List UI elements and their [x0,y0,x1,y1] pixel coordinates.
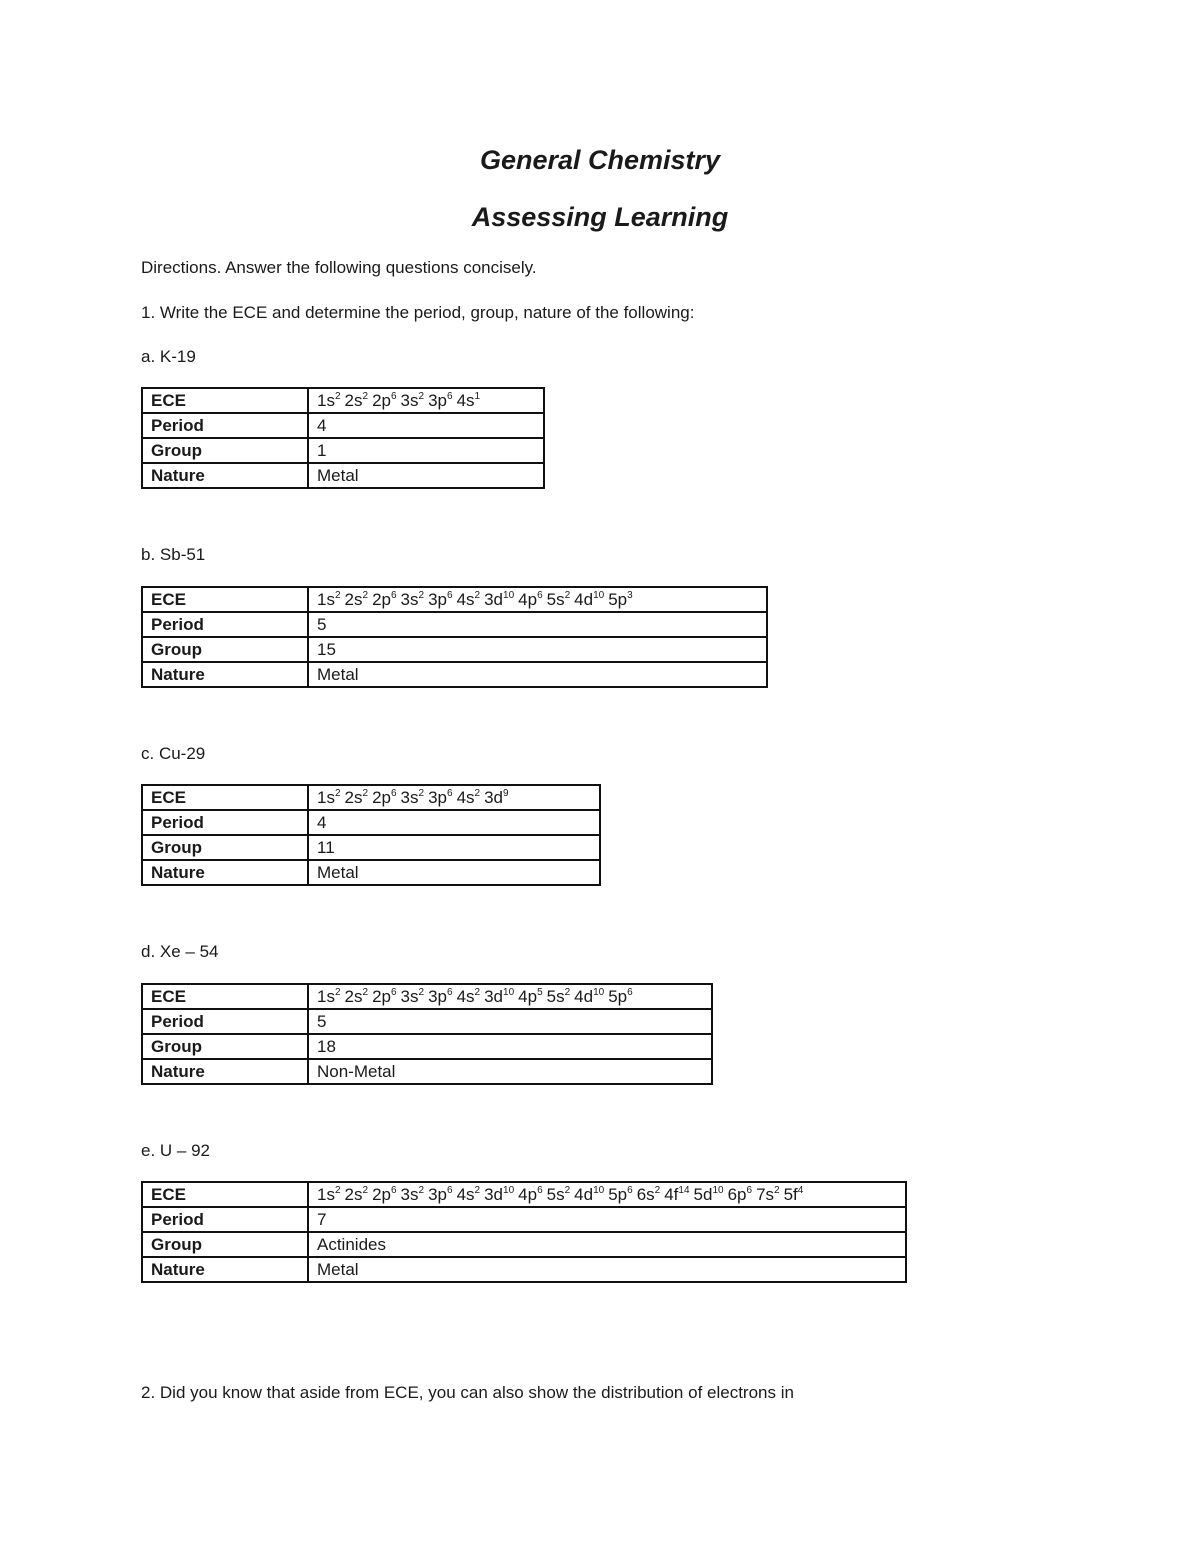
electron-count: 10 [593,589,605,601]
orbital-term [694,1185,724,1204]
orbital-label: 2p [372,390,391,410]
orbital-label: 1s [317,986,335,1006]
electron-count: 2 [334,986,341,998]
nature-label: Nature [142,1257,308,1282]
group-label: Group [142,1034,308,1059]
orbital-label: 3d [484,986,504,1006]
nature-label: Nature [142,860,308,885]
electron-count: 2 [474,787,481,799]
period-value: 5 [308,1009,712,1034]
electron-count: 6 [447,986,453,998]
electron-count: 5 [537,986,543,998]
orbital-label: 2s [344,1184,363,1204]
electron-count: 6 [447,1184,453,1196]
electron-count: 2 [418,986,425,998]
electron-count: 9 [503,787,509,799]
orbital-term [372,590,396,609]
electron-count: 2 [564,589,571,601]
orbital-label: 3s [400,787,419,807]
electron-count: 2 [418,589,425,601]
electron-count: 2 [474,986,481,998]
nature-label: Nature [142,662,308,687]
ece-value [308,785,600,810]
group-label: Group [142,637,308,662]
orbital-label: 2s [344,589,363,609]
element-table-cu [141,784,601,886]
orbital-term [372,987,396,1006]
period-row [142,1009,712,1034]
orbital-term [484,788,508,807]
orbital-label: 2p [372,1184,391,1204]
period-label: Period [142,810,308,835]
period-value: 4 [308,810,600,835]
orbital-term [345,1185,369,1204]
orbital-label: 5p [608,1184,628,1204]
group-row [142,1034,712,1059]
group-value: 1 [308,438,544,463]
orbital-label: 2p [372,986,391,1006]
electron-count: 6 [390,589,397,601]
orbital-term [547,987,571,1006]
orbital-label: 3s [400,1184,419,1204]
nature-value: Metal [308,662,767,687]
period-label: Period [142,1207,308,1232]
electron-count: 6 [390,787,397,799]
orbital-label: 1s [317,390,335,410]
orbital-label: 5p [608,986,628,1006]
orbital-label: 3p [428,390,447,410]
nature-row [142,1059,712,1084]
orbital-term [484,987,514,1006]
period-label: Period [142,612,308,637]
orbital-term [372,391,396,410]
nature-value: Metal [308,463,544,488]
orbital-label: 2s [344,787,363,807]
element-heading-xe: d. Xe – 54 [141,942,219,961]
orbital-term [457,391,481,410]
orbital-label: 5s [546,589,565,609]
orbital-term [401,391,425,410]
ece-label: ECE [142,785,308,810]
orbital-term [518,590,542,609]
orbital-term [317,987,341,1006]
electron-count: 2 [564,1184,571,1196]
element-table-xe [141,983,713,1085]
group-label: Group [142,835,308,860]
orbital-label: 3s [400,986,419,1006]
orbital-term [401,987,425,1006]
orbital-label: 4f [664,1184,679,1204]
ece-value [308,587,767,612]
orbital-label: 3s [400,390,419,410]
ece-value [308,984,712,1009]
orbital-label: 6p [727,1184,747,1204]
nature-value: Metal [308,860,600,885]
orbital-label: 3p [428,589,447,609]
orbital-label: 3p [428,986,447,1006]
orbital-term [664,1185,689,1204]
electron-count: 10 [503,589,515,601]
nature-row [142,860,600,885]
orbital-label: 5d [693,1184,713,1204]
electron-count: 2 [564,986,571,998]
electron-count: 6 [537,589,543,601]
orbital-term [317,788,341,807]
group-value: 11 [308,835,600,860]
orbital-term [372,788,396,807]
orbital-label: 3p [428,1184,447,1204]
group-row [142,835,600,860]
electron-count: 4 [797,1184,804,1196]
electron-count: 6 [746,1184,753,1196]
period-label: Period [142,413,308,438]
nature-row [142,662,767,687]
orbital-term [547,1185,571,1204]
electron-count: 2 [362,589,369,601]
electron-count: 2 [418,1184,425,1196]
orbital-label: 2s [344,390,363,410]
orbital-label: 3d [484,787,504,807]
electron-count: 6 [447,589,453,601]
ece-label: ECE [142,587,308,612]
period-value: 4 [308,413,544,438]
orbital-term [401,590,425,609]
nature-value: Metal [308,1257,906,1282]
orbital-term [457,590,481,609]
orbital-term [547,590,571,609]
orbital-label: 5s [546,1184,565,1204]
group-row [142,637,767,662]
ece-value [308,388,544,413]
orbital-label: 5p [608,589,628,609]
orbital-label: 4s [456,986,475,1006]
electron-count: 6 [447,787,453,799]
electron-count: 10 [503,1184,515,1196]
electron-count: 2 [334,589,341,601]
ece-row [142,587,767,612]
electron-count: 2 [654,1184,661,1196]
ece-label: ECE [142,1182,308,1207]
ece-row [142,388,544,413]
nature-value: Non-Metal [308,1059,712,1084]
orbital-term [608,590,632,609]
question-1: 1. Write the ECE and determine the period, group, nature of the following: [141,303,695,322]
orbital-term [428,788,452,807]
orbital-label: 4p [518,589,538,609]
electron-count: 3 [627,589,633,601]
electron-count: 10 [503,986,515,998]
electron-count: 2 [362,986,369,998]
nature-row [142,463,544,488]
orbital-term [345,987,369,1006]
orbital-term [457,1185,481,1204]
question-2: 2. Did you know that aside from ECE, you can also show the distribution of electrons in [141,1383,794,1402]
orbital-term [317,590,341,609]
ece-label: ECE [142,388,308,413]
orbital-label: 3p [428,787,447,807]
ece-row [142,984,712,1009]
orbital-term [518,987,542,1006]
electron-count: 10 [712,1184,724,1196]
group-row [142,1232,906,1257]
orbital-label: 5f [783,1184,798,1204]
electron-count: 10 [593,986,605,998]
orbital-label: 4s [456,1184,475,1204]
electron-count: 2 [334,787,341,799]
group-row [142,438,544,463]
orbital-term [784,1185,804,1204]
orbital-term [484,1185,514,1204]
orbital-label: 4d [574,589,594,609]
page-title: General Chemistry [479,145,721,175]
group-value: 15 [308,637,767,662]
electron-count: 6 [447,390,453,402]
nature-label: Nature [142,463,308,488]
orbital-term [637,1185,661,1204]
electron-count: 14 [678,1184,690,1196]
orbital-term [428,590,452,609]
element-heading-u: e. U – 92 [141,1141,210,1160]
orbital-label: 4d [574,986,594,1006]
orbital-term [756,1185,780,1204]
orbital-label: 2p [372,787,391,807]
group-label: Group [142,1232,308,1257]
orbital-term [574,987,604,1006]
orbital-label: 6s [636,1184,655,1204]
element-heading-sb: b. Sb-51 [141,545,206,564]
electron-count: 2 [474,1184,481,1196]
orbital-label: 1s [317,1184,335,1204]
orbital-label: 4s [456,589,475,609]
period-row [142,612,767,637]
element-heading-k: a. K-19 [141,347,196,366]
orbital-term [401,1185,425,1204]
orbital-term [401,788,425,807]
orbital-term [317,1185,341,1204]
orbital-term [428,1185,452,1204]
orbital-term [608,1185,632,1204]
orbital-term [518,1185,542,1204]
electron-count: 10 [593,1184,605,1196]
electron-count: 6 [390,1184,397,1196]
orbital-label: 4d [574,1184,594,1204]
electron-count: 6 [390,986,397,998]
electron-count: 2 [774,1184,780,1196]
orbital-term [484,590,514,609]
orbital-term [574,590,604,609]
ece-label: ECE [142,984,308,1009]
electron-count: 2 [362,390,369,402]
group-value: 18 [308,1034,712,1059]
orbital-label: 3s [400,589,419,609]
orbital-label: 1s [317,589,335,609]
group-label: Group [142,438,308,463]
orbital-term [345,788,369,807]
electron-count: 2 [362,787,369,799]
electron-count: 2 [334,390,341,402]
orbital-term [428,391,452,410]
element-table-sb [141,586,768,688]
orbital-term [345,391,369,410]
orbital-label: 5s [546,986,565,1006]
page-subtitle: Assessing Learning [471,202,729,232]
orbital-term [372,1185,396,1204]
orbital-term [457,788,481,807]
element-table-k [141,387,545,489]
orbital-term [728,1185,752,1204]
electron-count: 2 [418,787,425,799]
nature-label: Nature [142,1059,308,1084]
orbital-label: 1s [317,787,335,807]
orbital-term [428,987,452,1006]
orbital-label: 2p [372,589,391,609]
period-row [142,413,544,438]
electron-count: 2 [334,1184,341,1196]
electron-count: 6 [390,390,397,402]
period-value: 7 [308,1207,906,1232]
period-row [142,1207,906,1232]
electron-count: 2 [362,1184,369,1196]
orbital-label: 4s [456,390,475,410]
orbital-label: 3d [484,589,504,609]
orbital-label: 7s [756,1184,775,1204]
electron-count: 6 [627,1184,633,1196]
ece-row [142,785,600,810]
ece-value [308,1182,906,1207]
nature-row [142,1257,906,1282]
orbital-label: 3d [484,1184,504,1204]
electron-count: 6 [627,986,633,998]
orbital-term [345,590,369,609]
orbital-label: 4p [518,1184,538,1204]
group-value: Actinides [308,1232,906,1257]
period-row [142,810,600,835]
period-label: Period [142,1009,308,1034]
directions-text: Directions. Answer the following questions concisely. [141,258,537,277]
orbital-term [608,987,632,1006]
element-table-u [141,1181,907,1283]
electron-count: 2 [474,589,481,601]
electron-count: 2 [418,390,425,402]
orbital-term [317,391,341,410]
electron-count: 6 [537,1184,543,1196]
ece-row [142,1182,906,1207]
orbital-label: 2s [344,986,363,1006]
orbital-label: 4p [518,986,538,1006]
orbital-term [457,987,481,1006]
period-value: 5 [308,612,767,637]
orbital-term [574,1185,604,1204]
electron-count: 1 [474,390,481,402]
orbital-label: 4s [456,787,475,807]
element-heading-cu: c. Cu-29 [141,744,206,763]
